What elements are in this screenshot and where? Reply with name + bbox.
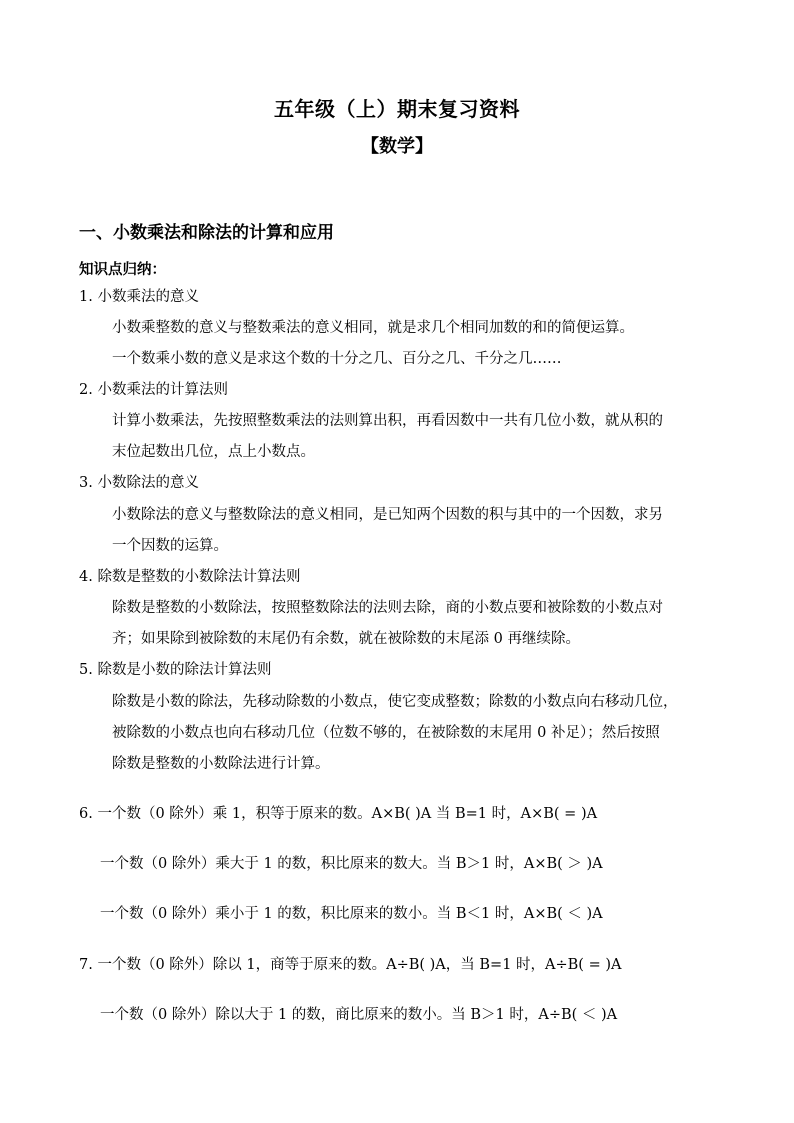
item-heading: 5. 除数是小数的除法计算法则 <box>79 662 272 678</box>
item-text: 除数是整数的小数除法，按照整数除法的法则去除，商的小数点要和被除数的小数点对 <box>112 600 663 616</box>
page-title: 五年级（上）期末复习资料 <box>274 97 520 121</box>
item-text: 末位起数出几位，点上小数点。 <box>112 444 315 460</box>
item-heading: 3. 小数除法的意义 <box>79 475 199 491</box>
item-text: 小数乘整数的意义与整数乘法的意义相同，就是求几个相同加数的和的简便运算。 <box>112 320 634 336</box>
item-heading: 4. 除数是整数的小数除法计算法则 <box>79 569 301 585</box>
item-text: 除数是整数的小数除法进行计算。 <box>112 756 330 772</box>
item-text: 除数是小数的除法，先移动除数的小数点，使它变成整数；除数的小数点向右移动几位， <box>112 694 678 710</box>
item-text: 一个数乘小数的意义是求这个数的十分之几、百分之几、千分之几…… <box>112 351 562 367</box>
rule-line: 一个数（0 除外）乘大于 1 的数，积比原来的数大。当 B＞1 时，A×B( ＞ )A <box>100 856 603 872</box>
section-heading: 一、小数乘法和除法的计算和应用 <box>79 223 334 243</box>
summary-label: 知识点归纳： <box>79 261 166 278</box>
rule-line: 一个数（0 除外）除以大于 1 的数，商比原来的数小。当 B＞1 时，A÷B( ＜ )A <box>100 1007 618 1023</box>
rule-line: 6. 一个数（0 除外）乘 1，积等于原来的数。A×B( )A 当 B=1 时，A×B( = )A <box>79 806 598 822</box>
item-text: 小数除法的意义与整数除法的意义相同，是已知两个因数的积与其中的一个因数，求另 <box>112 507 663 523</box>
item-text: 一个因数的运算。 <box>112 538 228 554</box>
item-text: 计算小数乘法，先按照整数乘法的法则算出积，再看因数中一共有几位小数，就从积的 <box>112 413 663 429</box>
item-heading: 2. 小数乘法的计算法则 <box>79 382 228 398</box>
item-text: 被除数的小数点也向右移动几位（位数不够的，在被除数的末尾用 0 补足）；然后按照 <box>112 725 660 741</box>
rule-line: 7. 一个数（0 除外）除以 1，商等于原来的数。A÷B( )A，当 B=1 时，A÷B( = )A <box>79 957 622 973</box>
item-heading: 1. 小数乘法的意义 <box>79 289 199 305</box>
page-subtitle: 【数学】 <box>361 136 433 157</box>
rule-line: 一个数（0 除外）乘小于 1 的数，积比原来的数小。当 B＜1 时，A×B( ＜ )A <box>100 906 603 922</box>
item-text: 齐；如果除到被除数的末尾仍有余数，就在被除数的末尾添 0 再继续除。 <box>112 631 580 647</box>
